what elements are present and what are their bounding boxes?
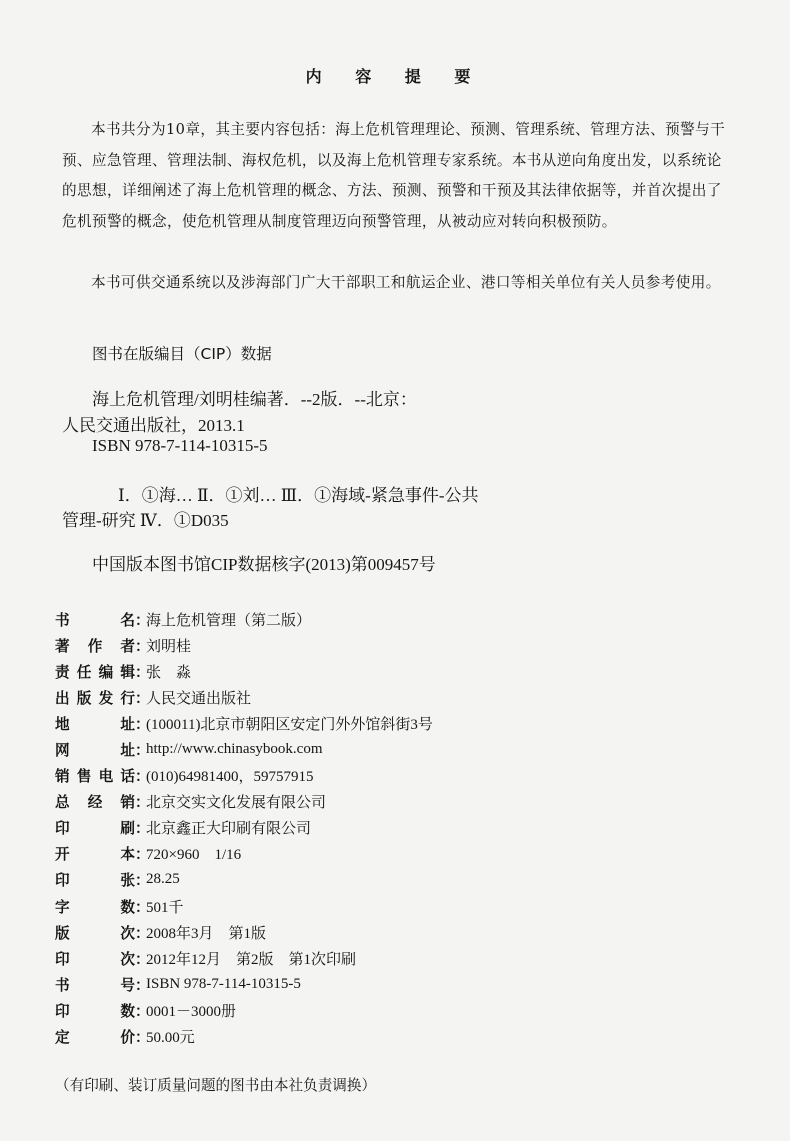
detail-separator: ： bbox=[135, 872, 150, 890]
detail-label: 责任编辑 bbox=[55, 663, 135, 681]
detail-separator: ： bbox=[135, 637, 150, 655]
detail-separator: ： bbox=[135, 715, 150, 733]
detail-separator: ： bbox=[135, 689, 150, 707]
detail-row bbox=[55, 1024, 433, 1050]
detail-label: 印数 bbox=[55, 1002, 135, 1020]
detail-row bbox=[55, 815, 433, 841]
detail-row bbox=[55, 945, 433, 971]
detail-label: 字数 bbox=[55, 898, 135, 916]
detail-row bbox=[55, 710, 433, 736]
detail-row bbox=[55, 606, 433, 632]
detail-row bbox=[55, 919, 433, 945]
summary-heading: 内 容 提 要 bbox=[305, 67, 485, 86]
detail-separator: ： bbox=[135, 950, 150, 968]
detail-row bbox=[55, 789, 433, 815]
detail-value: 刘明桂 bbox=[146, 638, 192, 655]
detail-separator: ： bbox=[135, 768, 150, 786]
detail-separator: ： bbox=[135, 742, 150, 760]
detail-separator: ： bbox=[135, 898, 150, 916]
detail-value: 2008年3月 第1版 bbox=[146, 925, 267, 942]
detail-value: 501千 bbox=[146, 899, 184, 916]
cip-line-isbn: ISBN 978-7-114-10315-5 bbox=[92, 436, 268, 455]
detail-separator: ： bbox=[135, 820, 150, 838]
detail-label: 印张 bbox=[55, 872, 135, 890]
detail-separator: ： bbox=[135, 976, 150, 994]
detail-label: 定价 bbox=[55, 1029, 135, 1047]
detail-value: (100011)北京市朝阳区安定门外外馆斜街3号 bbox=[146, 716, 433, 733]
detail-value: 720×960 1/16 bbox=[146, 847, 242, 864]
detail-label: 网址 bbox=[55, 742, 135, 760]
cip-heading: 图书在版编目（CIP）数据 bbox=[92, 345, 272, 363]
detail-label: 著作者 bbox=[55, 637, 135, 655]
detail-row bbox=[55, 841, 433, 867]
detail-value: 2012年12月 第2版 第1次印刷 bbox=[146, 951, 357, 968]
detail-value: 张 淼 bbox=[146, 664, 192, 681]
detail-label: 印刷 bbox=[55, 820, 135, 838]
detail-value: 28.25 bbox=[146, 871, 180, 888]
detail-row bbox=[55, 763, 433, 789]
summary-paragraph-2-text: 本书可供交通系统以及涉海部门广大干部职工和航运企业、港口等相关单位有关人员参考使用。 bbox=[91, 274, 721, 291]
detail-label: 总经销 bbox=[55, 794, 135, 812]
detail-row bbox=[55, 632, 433, 658]
detail-separator: ： bbox=[135, 1029, 150, 1047]
detail-label: 销售电话 bbox=[55, 768, 135, 786]
detail-row bbox=[55, 997, 433, 1023]
detail-value: ISBN 978-7-114-10315-5 bbox=[146, 975, 301, 992]
detail-separator: ： bbox=[135, 1002, 150, 1020]
detail-label: 书号 bbox=[55, 976, 135, 994]
detail-value: (010)64981400，59757915 bbox=[146, 769, 314, 786]
detail-label: 书名 bbox=[55, 611, 135, 629]
detail-value: http://www.chinasybook.com bbox=[146, 741, 323, 758]
cip-line-classification: 管理-研究 Ⅳ．①D035 bbox=[62, 511, 229, 530]
detail-label: 印次 bbox=[55, 950, 135, 968]
detail-separator: ： bbox=[135, 846, 150, 864]
detail-value: 北京交实文化发展有限公司 bbox=[146, 795, 327, 812]
detail-separator: ： bbox=[135, 794, 150, 812]
detail-row bbox=[55, 736, 433, 762]
detail-value: 北京鑫正大印刷有限公司 bbox=[146, 821, 312, 838]
detail-value: 海上危机管理（第二版） bbox=[146, 612, 312, 629]
cip-line-subjects: Ⅰ．①海… Ⅱ．①刘… Ⅲ．①海域-紧急事件-公共 bbox=[118, 486, 479, 505]
detail-row bbox=[55, 684, 433, 710]
detail-label: 地址 bbox=[55, 715, 135, 733]
quality-notice: （有印刷、装订质量问题的图书由本社负责调换） bbox=[55, 1078, 377, 1094]
cip-line-publisher: 人民交通出版社，2013.1 bbox=[62, 416, 245, 435]
detail-separator: ： bbox=[135, 924, 150, 942]
detail-label: 出版发行 bbox=[55, 689, 135, 707]
cip-record-number: 中国版本图书馆CIP数据核字(2013)第009457号 bbox=[92, 555, 436, 574]
summary-paragraph-2 bbox=[62, 268, 730, 299]
detail-label: 开本 bbox=[55, 846, 135, 864]
detail-value: 50.00元 bbox=[146, 1030, 195, 1047]
detail-value: 人民交通出版社 bbox=[146, 690, 252, 707]
summary-paragraph-1-text: 本书共分为10章，其主要内容包括：海上危机管理理论、预测、管理系统、管理方法、预警与干预、应急管理、管理法制、海权危机，以及海上危机管理专家系统。本书从逆向角度出发，以系统论的思想，详细阐述了海上危机管理的概念、方法、预测、预警和干预及其法律依据等，并首次提出了危机预警的概念，使危机管理从制度管理迈向预警管理，从被动应对转向积极预防。 bbox=[62, 121, 726, 230]
detail-row bbox=[55, 893, 433, 919]
detail-value: 0001－3000册 bbox=[146, 1003, 237, 1020]
detail-row bbox=[55, 971, 433, 997]
publication-details bbox=[55, 606, 433, 1050]
detail-row bbox=[55, 867, 433, 893]
detail-row bbox=[55, 658, 433, 684]
summary-paragraph-1 bbox=[62, 115, 730, 237]
detail-label: 版次 bbox=[55, 924, 135, 942]
detail-separator: ： bbox=[135, 611, 150, 629]
cip-line-title: 海上危机管理/刘明桂编著．--2版．--北京： bbox=[92, 390, 417, 409]
detail-separator: ： bbox=[135, 663, 150, 681]
